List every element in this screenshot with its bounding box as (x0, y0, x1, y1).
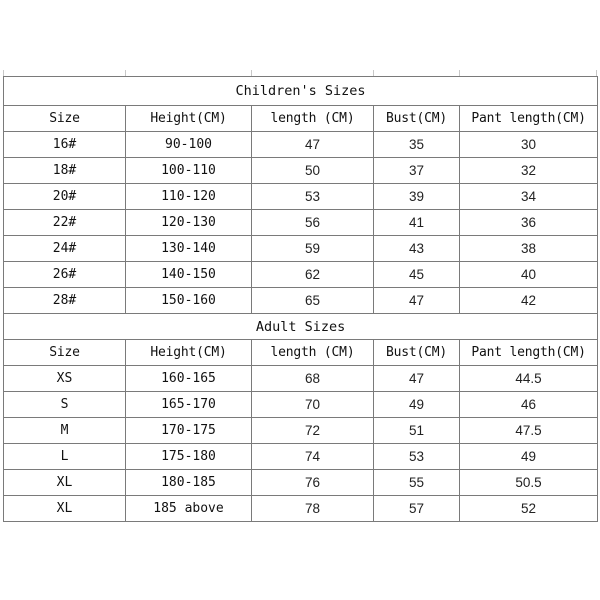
table-cell: 16# (4, 132, 126, 158)
table-cell: 170-175 (126, 418, 252, 444)
table-row (4, 158, 598, 184)
section-title-row (4, 77, 598, 106)
table-cell: 76 (252, 470, 374, 496)
table-cell: 185 above (126, 496, 252, 522)
table-cell: 46 (460, 392, 598, 418)
table-cell: 38 (460, 236, 598, 262)
section-title: Adult Sizes (4, 314, 598, 340)
table-cell: 44.5 (460, 366, 598, 392)
table-cell: 100-110 (126, 158, 252, 184)
table-cell: 53 (374, 444, 460, 470)
table-cell: 28# (4, 288, 126, 314)
table-row (4, 470, 598, 496)
table-row (4, 236, 598, 262)
column-header: Pant length(CM) (460, 106, 598, 132)
table-cell: 160-165 (126, 366, 252, 392)
header-row (4, 106, 598, 132)
table-cell: 57 (374, 496, 460, 522)
table-cell: 68 (252, 366, 374, 392)
table-cell: 50 (252, 158, 374, 184)
table-cell: 74 (252, 444, 374, 470)
column-header: Height(CM) (126, 340, 252, 366)
table-cell: 55 (374, 470, 460, 496)
table-cell: 40 (460, 262, 598, 288)
table-cell: 22# (4, 210, 126, 236)
table-cell: 70 (252, 392, 374, 418)
size-table (3, 76, 598, 522)
table-cell: 47 (374, 366, 460, 392)
table-cell: 56 (252, 210, 374, 236)
table-cell: 150-160 (126, 288, 252, 314)
table-cell: 37 (374, 158, 460, 184)
table-cell: 78 (252, 496, 374, 522)
table-cell: 47 (374, 288, 460, 314)
table-cell: 50.5 (460, 470, 598, 496)
table-cell: 24# (4, 236, 126, 262)
column-header: Bust(CM) (374, 106, 460, 132)
size-chart (3, 76, 597, 522)
table-cell: 47.5 (460, 418, 598, 444)
table-cell: 39 (374, 184, 460, 210)
size-table-body (4, 77, 598, 522)
table-cell: 59 (252, 236, 374, 262)
section-title-row (4, 314, 598, 340)
table-cell: 62 (252, 262, 374, 288)
table-row (4, 392, 598, 418)
table-row (4, 366, 598, 392)
table-cell: 49 (460, 444, 598, 470)
table-cell: L (4, 444, 126, 470)
table-cell: 140-150 (126, 262, 252, 288)
table-cell: 110-120 (126, 184, 252, 210)
column-header: Bust(CM) (374, 340, 460, 366)
table-row (4, 262, 598, 288)
table-cell: S (4, 392, 126, 418)
table-cell: 20# (4, 184, 126, 210)
table-cell: 65 (252, 288, 374, 314)
column-header: length (CM) (252, 106, 374, 132)
table-cell: 36 (460, 210, 598, 236)
column-header: Height(CM) (126, 106, 252, 132)
table-cell: 130-140 (126, 236, 252, 262)
table-cell: 47 (252, 132, 374, 158)
table-row (4, 444, 598, 470)
table-cell: 53 (252, 184, 374, 210)
table-cell: 42 (460, 288, 598, 314)
table-cell: XL (4, 470, 126, 496)
column-header: Size (4, 340, 126, 366)
table-cell: 26# (4, 262, 126, 288)
table-cell: 175-180 (126, 444, 252, 470)
table-cell: 120-130 (126, 210, 252, 236)
column-header: length (CM) (252, 340, 374, 366)
table-cell: 35 (374, 132, 460, 158)
table-cell: 49 (374, 392, 460, 418)
column-header: Pant length(CM) (460, 340, 598, 366)
header-row (4, 340, 598, 366)
table-cell: 43 (374, 236, 460, 262)
table-cell: 41 (374, 210, 460, 236)
table-cell: 72 (252, 418, 374, 444)
section-title: Children's Sizes (4, 77, 598, 106)
table-cell: 90-100 (126, 132, 252, 158)
table-cell: 45 (374, 262, 460, 288)
table-cell: XS (4, 366, 126, 392)
table-row (4, 132, 598, 158)
table-cell: M (4, 418, 126, 444)
table-row (4, 418, 598, 444)
table-cell: 34 (460, 184, 598, 210)
table-cell: 32 (460, 158, 598, 184)
table-row (4, 496, 598, 522)
table-row (4, 184, 598, 210)
table-cell: 52 (460, 496, 598, 522)
table-row (4, 288, 598, 314)
table-cell: 51 (374, 418, 460, 444)
table-cell: XL (4, 496, 126, 522)
table-cell: 18# (4, 158, 126, 184)
table-cell: 165-170 (126, 392, 252, 418)
table-row (4, 210, 598, 236)
table-cell: 30 (460, 132, 598, 158)
column-header: Size (4, 106, 126, 132)
table-cell: 180-185 (126, 470, 252, 496)
